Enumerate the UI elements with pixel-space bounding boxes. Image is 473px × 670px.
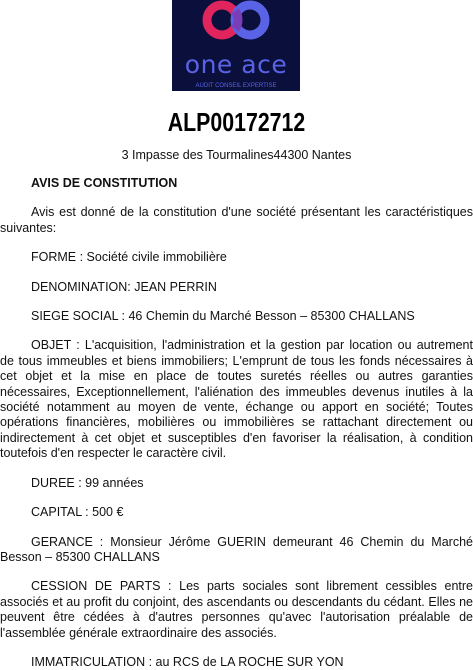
reference-number: ALP00172712 xyxy=(167,107,306,137)
logo-name: one ace xyxy=(184,50,288,79)
notice-capital: CAPITAL : 500 € xyxy=(31,505,124,520)
logo-tagline: AUDIT CONSEIL EXPERTISE xyxy=(195,83,277,89)
notice-cession: CESSION DE PARTS : Les parts sociales sont librement cessibles entre associés et au profit du conjoint, des ascendants ou descendants du cédant. Elles ne peuvent être cédées à d'autres personnes qu'avec l'autorisation préalable de l'assemblée générale extraordinaire des associés. xyxy=(0,579,473,640)
company-logo xyxy=(172,0,300,91)
notice-siege: SIEGE SOCIAL : 46 Chemin du Marché Besson – 85300 CHALLANS xyxy=(31,309,415,324)
notice-body xyxy=(0,176,473,670)
notice-gerance: GERANCE : Monsieur Jérôme GUERIN demeurant 46 Chemin du Marché Besson – 85300 CHALLANS xyxy=(0,534,473,564)
notice-forme: FORME : Société civile immobilière xyxy=(31,250,227,265)
notice-title: AVIS DE CONSTITUTION xyxy=(31,176,178,190)
logo-rings-icon xyxy=(172,0,300,52)
notice-denomination: DENOMINATION: JEAN PERRIN xyxy=(31,279,217,294)
notice-intro: Avis est donné de la constitution d'une société présentant les caractéristiques suivantes: xyxy=(0,205,473,235)
notice-objet: OBJET : L'acquisition, l'administration et la gestion par location ou autrement de tous immeubles et biens immobiliers; L'emprunt de tous les fonds nécessaires à cet objet et la mise en place de toutes suretés réelles ou autres garanties nécessaires, Exceptionnellement, l'aliénation des immeubles devenus inutiles à la société notamment au moyen de vente, échange ou apport en société; Toutes opérations financières, mobilières ou immobilières se rattachant directement ou indirectement à cet objet et susceptibles d'en favoriser la réalisation, à condition toutefois d'en respecter le caractère civil. xyxy=(0,338,473,461)
address: 3 Impasse des Tourmalines44300 Nantes xyxy=(121,148,352,162)
notice-immatriculation: IMMATRICULATION : au RCS de LA ROCHE SUR YON xyxy=(31,654,344,669)
notice-duree: DUREE : 99 années xyxy=(31,475,144,490)
